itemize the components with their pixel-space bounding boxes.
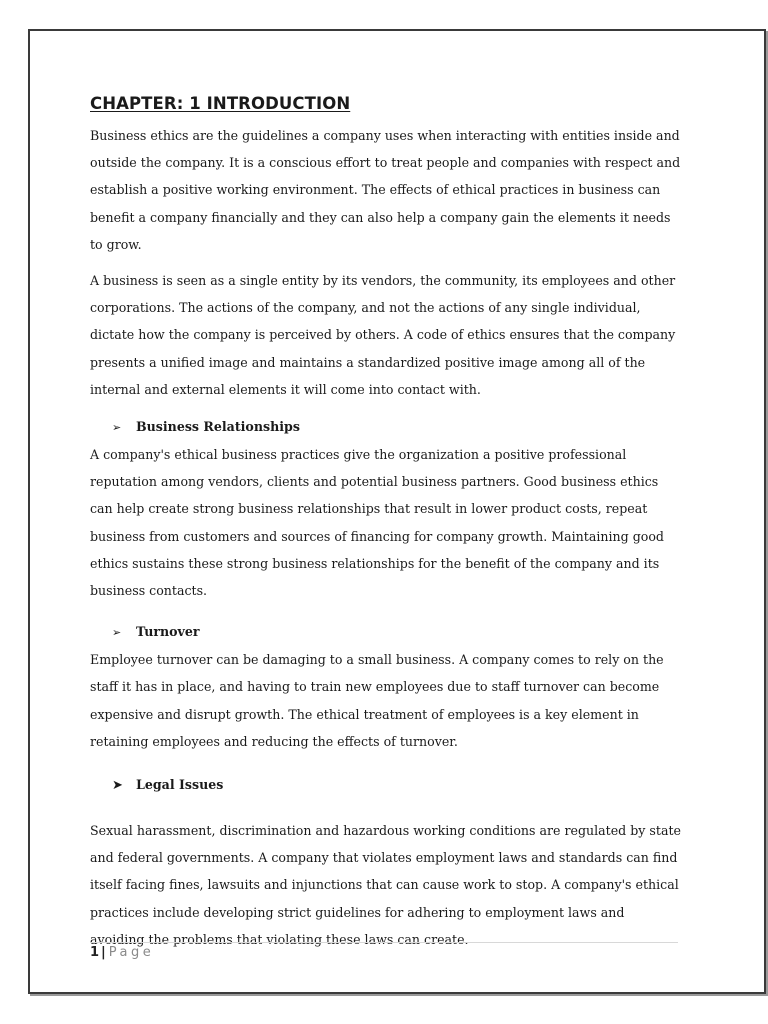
intro-paragraph-2: A business is seen as a single entity by its vendors, the community, its employees and other corporations. The actions of the company, and not the actions of any single individual, dictate how the company is perceived by others. A code of ethics ensures that the company presents a unified image and maintains a standardized positive image among all of the internal and external elements it will come into contact with.: [90, 273, 676, 397]
section-heading-business-relationships: [90, 413, 682, 441]
section-heading-legal-issues: [90, 771, 682, 799]
chapter-title: CHAPTER: 1 INTRODUCTION: [90, 94, 351, 113]
arrowhead-bullet-icon: ➢: [112, 626, 122, 640]
page-number: 1: [90, 945, 100, 960]
section-heading-label: Business Relationships: [136, 419, 300, 435]
section-body-turnover: Employee turnover can be damaging to a small business. A company comes to rely on the staff it has in place, and having to train new employees due to staff turnover can become expensive and disrupt growth. The ethical treatment of employees is a key element in retaining employees and reducing the effects of turnover.: [90, 652, 664, 749]
section-heading-turnover: [90, 618, 682, 646]
intro-paragraph-1: Business ethics are the guidelines a company uses when interacting with entities inside and outside the company. It is a conscious effort to treat people and companies with respect and establish a positive working environment. The effects of ethical practices in business can benefit a company financially and they can also help a company gain the elements it needs to grow.: [90, 128, 681, 252]
section-body-legal-issues: Sexual harassment, discrimination and hazardous working conditions are regulated by state and federal governments. A company that violates employment laws and standards can find itself facing fines, lawsuits and injunctions that can cause work to stop. A company's ethical practices include developing strict guidelines for adhering to employment laws and avoiding the problems that violating these laws can create.: [90, 823, 681, 947]
section-heading-label: Turnover: [136, 624, 200, 640]
page-footer: [90, 942, 678, 961]
section-heading-label: Legal Issues: [136, 777, 224, 793]
arrowhead-bullet-icon: ➢: [112, 421, 122, 435]
document-body: [90, 93, 682, 962]
page-label: Page: [108, 945, 155, 960]
footer-separator: |: [101, 945, 106, 960]
section-body-business-relationships: A company's ethical business practices give the organization a positive professional reputation among vendors, clients and potential business partners. Good business ethics can help create strong business relationships that result in lower product costs, repeat business from customers and sources of financing for company growth. Maintaining good ethics sustains these strong business relationships for the benefit of the company and its business contacts.: [90, 447, 664, 599]
arrowhead-bullet-icon: ➤: [112, 778, 123, 794]
